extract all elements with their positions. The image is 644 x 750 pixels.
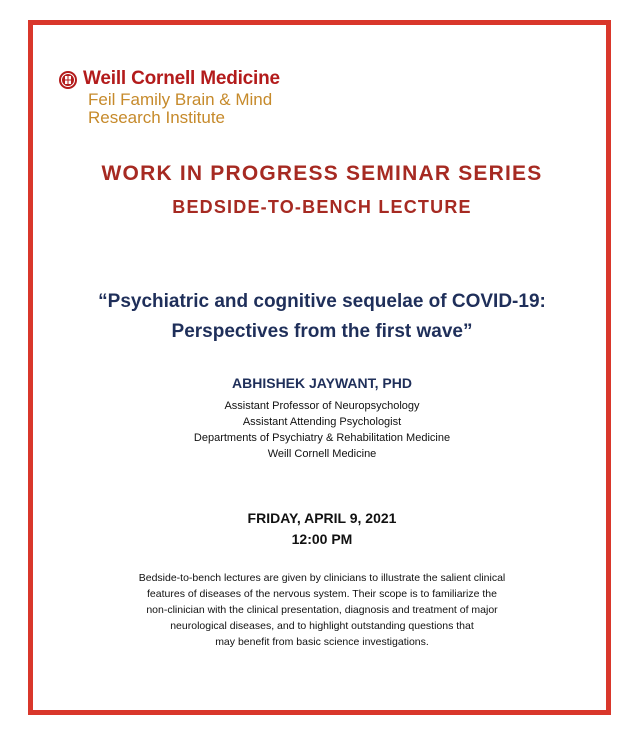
speaker-affiliation: Assistant Professor of Neuropsychology: [224, 400, 420, 412]
speaker-name: ABHISHEK JAYWANT, PHD: [232, 375, 412, 391]
description-line: may benefit from basic science investigations.: [215, 636, 429, 648]
event-date: FRIDAY, APRIL 9, 2021: [247, 510, 397, 526]
seal-icon: [58, 70, 78, 90]
event-time: 12:00 PM: [291, 531, 353, 547]
talk-title-line1: “Psychiatric and cognitive sequelae of COVID-19:: [98, 291, 546, 312]
speaker-affiliation: Assistant Attending Psychologist: [242, 416, 402, 428]
logo-institute-line2: Research Institute: [88, 108, 226, 127]
logo-institute-line1: Feil Family Brain & Mind: [88, 90, 273, 109]
description-line: neurological diseases, and to highlight outstanding questions that: [170, 620, 474, 632]
description-line: features of diseases of the nervous system. Their scope is to familiarize the: [147, 588, 497, 600]
talk-title-line2: Perspectives from the first wave”: [171, 321, 473, 342]
speaker-affiliation: Departments of Psychiatry & Rehabilitation Medicine: [193, 432, 451, 444]
description-line: non-clinician with the clinical presentation, diagnosis and treatment of major: [146, 604, 498, 616]
series-title: WORK IN PROGRESS SEMINAR SERIES: [101, 162, 543, 185]
speaker-affiliation: Weill Cornell Medicine: [267, 448, 377, 460]
series-subtitle: BEDSIDE-TO-BENCH LECTURE: [172, 197, 472, 217]
description-line: Bedside-to-bench lectures are given by clinicians to illustrate the salient clinical: [138, 572, 506, 584]
institution-logo: [58, 68, 318, 132]
logo-wordmark: Weill Cornell Medicine: [83, 68, 280, 89]
